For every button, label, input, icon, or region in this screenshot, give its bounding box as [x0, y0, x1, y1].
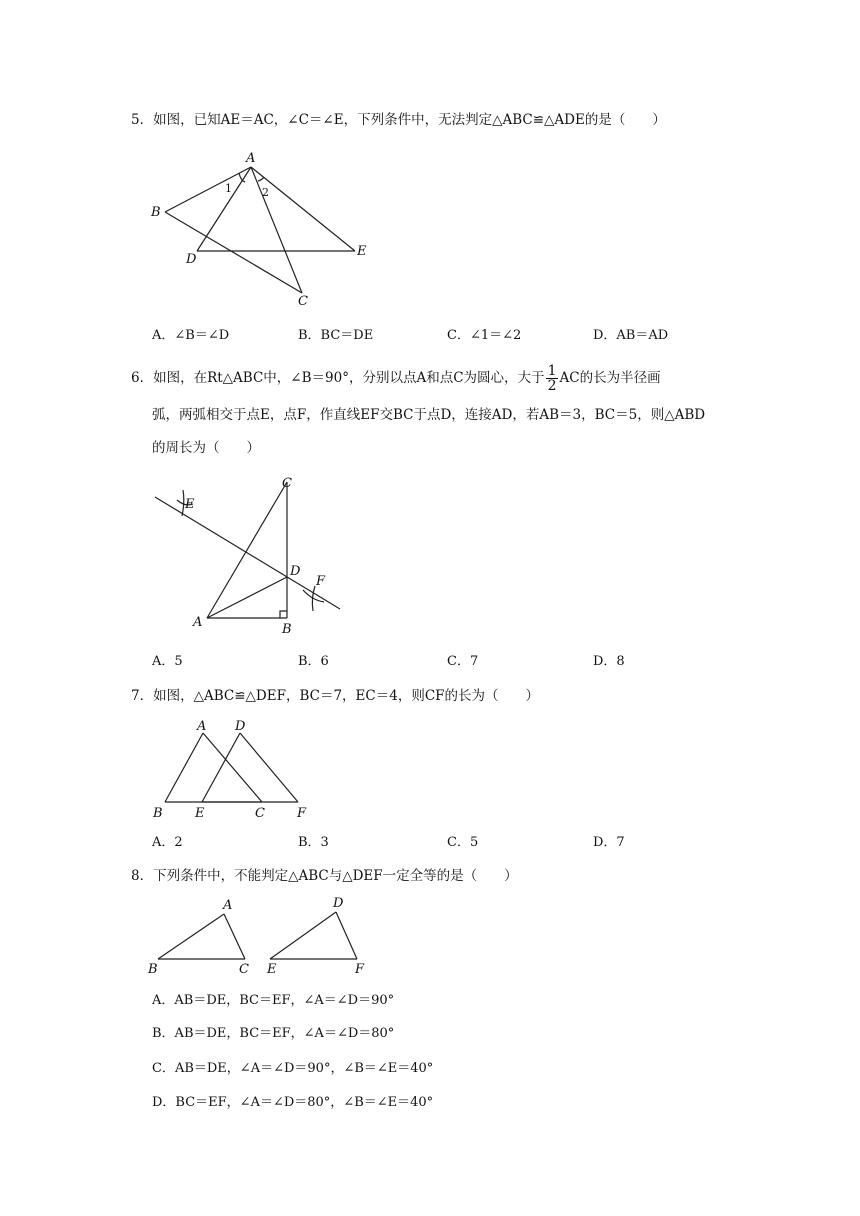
q7-label-D: D — [235, 719, 246, 734]
q6-frac-numerator: 1 — [547, 363, 557, 379]
q7-figure — [145, 715, 345, 825]
q5-angle-1: 1 — [225, 182, 232, 195]
q6-stem-line3: 的周长为（ ） — [152, 440, 260, 456]
q5-option-c[interactable]: C．∠1＝∠2 — [447, 328, 522, 343]
q8-option-d[interactable]: D．BC＝EF，∠A＝∠D＝80°，∠B＝∠E＝40° — [152, 1095, 434, 1110]
q7-label-F: F — [297, 806, 307, 821]
q6-stem-line2: 弧，两弧相交于点E，点F，作直线EF交BC于点D，连接AD，若AB＝3，BC＝5，则△ABD — [152, 407, 706, 423]
q7-option-d[interactable]: D．7 — [593, 835, 625, 850]
q6-option-a[interactable]: A．5 — [152, 654, 183, 669]
q7-stem: 7．如图，△ABC≌△DEF，BC＝7，EC＝4，则CF的长为（ ） — [131, 688, 540, 704]
q6-frac-denominator: 2 — [547, 378, 557, 394]
q5-option-d[interactable]: D．AB＝AD — [593, 328, 669, 343]
q7-label-A: A — [197, 719, 207, 734]
q8-label-F: F — [355, 962, 365, 977]
q7-option-c[interactable]: C．5 — [447, 835, 479, 850]
q6-fraction — [546, 364, 559, 393]
q8-label-C: C — [239, 962, 249, 977]
q7-option-a[interactable]: A．2 — [152, 835, 183, 850]
q7-label-B: B — [153, 806, 163, 821]
q5-stem: 5．如图，已知AE＝AC，∠C＝∠E，下列条件中，无法判定△ABC≌△ADE的是（ ） — [131, 112, 666, 128]
q7-option-b[interactable]: B．3 — [298, 835, 329, 850]
q8-stem: 8．下列条件中，不能判定△ABC与△DEF一定全等的是（ ） — [131, 868, 518, 884]
q8-option-c[interactable]: C．AB＝DE，∠A＝∠D＝90°，∠B＝∠E＝40° — [152, 1061, 434, 1076]
q6-label-C: C — [282, 476, 292, 491]
q6-stem-line1 — [131, 364, 661, 393]
q5-label-A: A — [246, 151, 256, 166]
q5-label-E: E — [357, 244, 367, 259]
q6-option-b[interactable]: B．6 — [298, 654, 329, 669]
q8-figure — [140, 890, 380, 980]
q6-figure — [145, 470, 355, 640]
q5-label-B: B — [151, 205, 161, 220]
q8-label-D: D — [333, 896, 344, 911]
q6-label-A: A — [193, 615, 203, 630]
q6-option-d[interactable]: D．8 — [593, 654, 625, 669]
q8-label-E: E — [267, 962, 277, 977]
q6-label-F: F — [316, 574, 326, 589]
q6-label-B: B — [282, 622, 292, 637]
q8-label-A: A — [223, 898, 233, 913]
q6-label-E: E — [185, 497, 195, 512]
q8-label-B: B — [148, 962, 158, 977]
q5-option-b[interactable]: B．BC＝DE — [298, 328, 374, 343]
q5-angle-2: 2 — [262, 186, 269, 199]
q6-option-c[interactable]: C．7 — [447, 654, 479, 669]
q6-stem-part1: 6．如图，在Rt△ABC中，∠B＝90°，分别以点A和点C为圆心，大于 — [131, 370, 545, 386]
q6-label-D: D — [290, 564, 301, 579]
q5-label-D: D — [186, 252, 197, 267]
q8-option-a[interactable]: A．AB＝DE，BC＝EF，∠A＝∠D＝90° — [152, 993, 395, 1008]
q5-option-a[interactable]: A．∠B＝∠D — [152, 328, 230, 343]
q6-stem-part2: AC的长为半径画 — [559, 370, 661, 386]
q8-option-b[interactable]: B．AB＝DE，BC＝EF，∠A＝∠D＝80° — [152, 1026, 395, 1041]
q5-label-C: C — [298, 294, 308, 309]
q7-label-E: E — [195, 806, 205, 821]
q7-label-C: C — [255, 806, 265, 821]
q5-figure — [140, 145, 380, 310]
